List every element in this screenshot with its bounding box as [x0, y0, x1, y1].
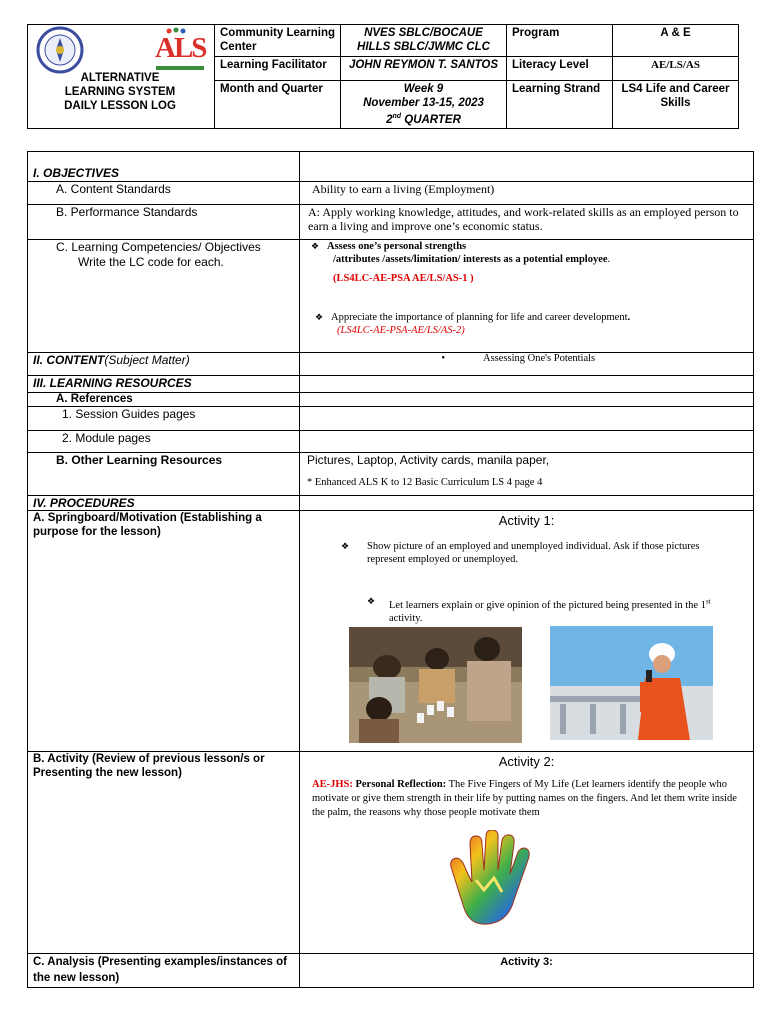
content-value: Assessing One's Potentials: [483, 353, 596, 364]
activity-1-bullet-2: Let learners explain or give opinion of the pictured being presented in the 1st activity.: [389, 597, 711, 624]
competencies-sublabel: Write the LC code for each.: [78, 255, 224, 269]
competency-1-code: (LS4LC-AE-PSA AE/LS/AS-1 ): [333, 273, 474, 284]
activity-3-title: Activity 3:: [300, 954, 754, 988]
module-pages-empty-cell: [300, 431, 754, 453]
dot-bullet-icon: •: [441, 353, 445, 364]
competency-2-text: Appreciate the importance of planning for life and career development: [331, 312, 628, 323]
strand-value: LS4 Life and Career Skills: [613, 81, 739, 129]
session-guides-empty-cell: [300, 407, 754, 431]
references-empty-cell: [300, 393, 754, 407]
activity-2-prefix: AE-JHS:: [312, 779, 353, 790]
facilitator-label: Learning Facilitator: [215, 57, 341, 81]
program-value: A & E: [613, 25, 739, 57]
program-label: Program: [507, 25, 613, 57]
curriculum-reference: Enhanced ALS K to 12 Basic Curriculum LS 4 page 4: [314, 477, 543, 488]
literacy-label: Literacy Level: [507, 57, 613, 81]
resources-heading: III. LEARNING RESOURCES: [28, 376, 300, 393]
diamond-bullet-icon: ❖: [311, 241, 320, 251]
activity-2-text-block: [312, 778, 747, 820]
session-guides-label: 1. Session Guides pages: [28, 407, 300, 431]
objectives-heading: I. OBJECTIVES: [28, 152, 300, 182]
resources-empty-cell: [300, 376, 754, 393]
activity-2-cell: [300, 752, 754, 954]
colorful-hand-icon: [444, 830, 534, 926]
activity-1-cell: [300, 511, 754, 752]
activity-1-bullet-1: Show picture of an employed and unemployed individual. Ask if those pictures represent employed or unemployed.: [367, 541, 700, 565]
system-title-line-2: LEARNING SYSTEM: [64, 86, 176, 98]
logo-cell: [28, 25, 215, 129]
system-title-line-3: DAILY LESSON LOG: [64, 100, 176, 112]
competencies-value-cell: ❖ Assess one’s personal strengths /attributes /assets/limitation/ interests as a potential employee. (LS4LC-AE-PSA AE/LS/AS-1 ) ❖ Appreciate the importance of planning for life and career development. (LS4LC-AE-PSA-AE/LS/AS-2): [300, 240, 754, 353]
als-logo-text: ALS: [155, 32, 206, 64]
activity-2-title: Activity 2:: [498, 754, 555, 769]
procedures-empty-cell: [300, 496, 754, 511]
literacy-value: AE/LS/AS: [613, 57, 739, 81]
diamond-bullet-icon: ❖: [315, 312, 324, 322]
employed-photo: [550, 626, 713, 740]
activity-1-title: Activity 1:: [498, 513, 555, 528]
clc-value: NVES SBLC/BOCAUE HILLS SBLC/JWMC CLC: [341, 25, 507, 57]
content-heading: II. CONTENT: [33, 353, 105, 367]
content-value-cell: [300, 353, 754, 376]
week-value: Week 9: [403, 83, 444, 95]
competency-1-line-2: /attributes /assets/limitation/ interests as a potential employee: [333, 254, 608, 265]
quarter-value: 2nd QUARTER: [386, 113, 461, 126]
procedures-heading: IV. PROCEDURES: [28, 496, 300, 511]
system-title-line-1: ALTERNATIVE: [80, 72, 160, 84]
competencies-label: C. Learning Competencies/ Objectives: [56, 240, 261, 254]
week-cell: [341, 81, 507, 129]
unemployed-photo: [349, 627, 522, 743]
strand-label: Learning Strand: [507, 81, 613, 129]
month-quarter-label: Month and Quarter: [215, 81, 341, 129]
content-standards-value: Ability to earn a living (Employment): [300, 182, 754, 205]
competencies-cell: [28, 240, 300, 353]
competency-1-line-1: Assess one’s personal strengths: [327, 241, 467, 252]
performance-standards-value: A: Apply working knowledge, attitudes, and work-related skills as an employed person to earn a living and improve one’s economic status.: [300, 205, 754, 240]
dates-value: November 13-15, 2023: [363, 97, 484, 109]
diamond-bullet-icon: ❖: [341, 541, 350, 551]
facilitator-value: JOHN REYMON T. SANTOS: [341, 57, 507, 81]
module-pages-label: 2. Module pages: [28, 431, 300, 453]
content-heading-cell: [28, 353, 300, 376]
content-heading-sub: (Subject Matter): [104, 353, 190, 367]
other-resources-label: B. Other Learning Resources: [28, 453, 300, 496]
analysis-label: C. Analysis (Presenting examples/instances of the new lesson): [28, 954, 300, 988]
content-standards-label: A. Content Standards: [28, 182, 300, 205]
activity-2-text: The Five Fingers of My Life (Let learners identify the people who motivate or give them strength in their life by putting names on the fingers. And let them write inside the palm, the reasons why those people motivate them: [312, 779, 737, 818]
clc-label: Community Learning Center: [215, 25, 341, 57]
header-table: [27, 24, 739, 129]
references-label: A. References: [28, 393, 300, 407]
diamond-bullet-icon: ❖: [367, 596, 376, 606]
lesson-log-table: [27, 151, 754, 988]
other-resources-value: Pictures, Laptop, Activity cards, manila paper,: [307, 453, 550, 467]
activity-2-bold: Personal Reflection:: [355, 779, 447, 790]
activity-label: B. Activity (Review of previous lesson/s or Presenting the new lesson): [28, 752, 300, 954]
objectives-empty-cell: [300, 152, 754, 182]
competency-2-code: (LS4LC-AE-PSA-AE/LS/AS-2): [337, 325, 465, 336]
springboard-label: A. Springboard/Motivation (Establishing a purpose for the lesson): [28, 511, 300, 752]
performance-standards-label: B. Performance Standards: [28, 205, 300, 240]
asterisk-bullet-icon: *: [307, 477, 313, 488]
other-resources-cell: [300, 453, 754, 496]
